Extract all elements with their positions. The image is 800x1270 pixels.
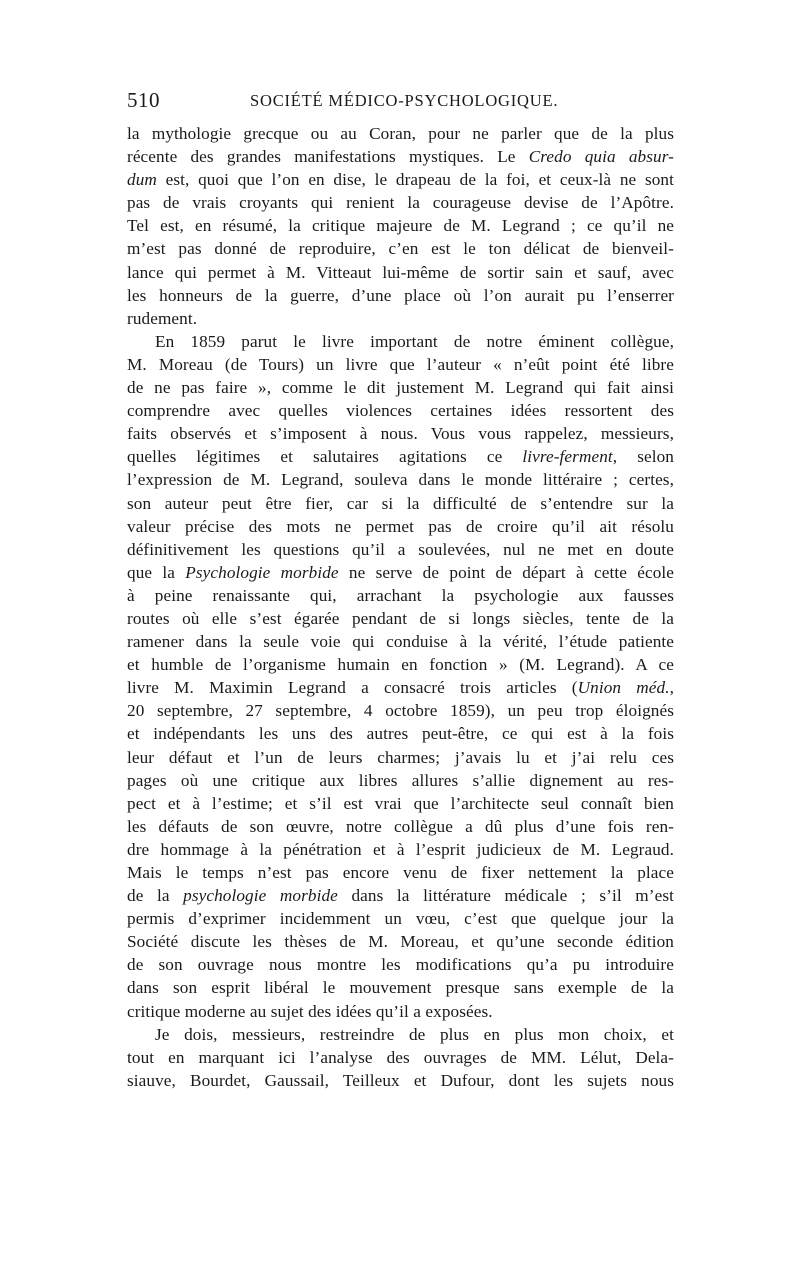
body-text bbox=[127, 122, 674, 1092]
text-line: lance qui permet à M. Vitteaut lui-même de sortir sain et sauf, avec bbox=[127, 262, 674, 282]
text-line: de ne pas faire », comme le dit justement M. Legrand qui fait ainsi bbox=[127, 378, 674, 398]
text-line: m’est pas donné de reproduire, c’en est le ton délicat de bienveil- bbox=[127, 239, 674, 259]
text-line: 20 septembre, 27 septembre, 4 octobre 1859), un peu trop éloignés bbox=[127, 701, 674, 721]
text-line: dre hommage à la pénétration et à l’esprit judicieux de M. Legraud. bbox=[127, 839, 674, 859]
text-line: dans son esprit libéral le mouvement presque sans exemple de la bbox=[127, 978, 674, 998]
text-line: Société discute les thèses de M. Moreau, et qu’une seconde édition bbox=[127, 932, 674, 952]
text-line: routes où elle s’est égarée pendant de si longs siècles, tente de la bbox=[127, 608, 674, 628]
text-line: l’expression de M. Legrand, souleva dans le monde littéraire ; certes, bbox=[127, 470, 674, 490]
text-line: et humble de l’organisme humain en fonction » (M. Legrand). A ce bbox=[127, 655, 674, 675]
text-line: siauve, Bourdet, Gaussail, Teilleux et Dufour, dont les sujets nous bbox=[127, 1070, 674, 1090]
text-line: de la psychologie morbide dans la littérature médicale ; s’il m’est bbox=[127, 886, 674, 906]
text-line: pas de vrais croyants qui renient la courageuse devise de l’Apôtre. bbox=[127, 193, 674, 213]
text-line: son auteur peut être fier, car si la difficulté de s’entendre sur la bbox=[127, 493, 674, 513]
text-line: valeur précise des mots ne permet pas de croire qu’il ait résolu bbox=[127, 516, 674, 536]
text-line: rudement. bbox=[127, 308, 198, 328]
text-line: permis d’exprimer incidemment un vœu, c’est que quelque jour la bbox=[127, 909, 674, 929]
text-line: Tel est, en résumé, la critique majeure de M. Legrand ; ce qu’il ne bbox=[127, 216, 674, 236]
text-line: En 1859 parut le livre important de notre éminent collègue, bbox=[155, 331, 674, 351]
text-line: Je dois, messieurs, restreindre de plus en plus mon choix, et bbox=[155, 1024, 674, 1044]
text-line: dum est, quoi que l’on en dise, le drapeau de la foi, et ceux-là ne sont bbox=[127, 170, 674, 190]
running-title: SOCIÉTÉ MÉDICO-PSYCHOLOGIQUE. bbox=[250, 91, 559, 110]
text-line: les défauts de son œuvre, notre collègue a dû plus d’une fois ren- bbox=[127, 816, 674, 836]
text-line: pages où une critique aux libres allures s’allie dignement au res- bbox=[127, 770, 674, 790]
text-line: critique moderne au sujet des idées qu’il a exposées. bbox=[127, 1001, 493, 1021]
text-line: faits observés et s’imposent à nous. Vous vous rappelez, messieurs, bbox=[127, 424, 674, 444]
text-line: la mythologie grecque ou au Coran, pour ne parler que de la plus bbox=[127, 124, 674, 143]
text-line: livre M. Maximin Legrand a consacré trois articles (Union méd., bbox=[127, 678, 675, 698]
text-line: récente des grandes manifestations mystiques. Le Credo quia absur- bbox=[127, 147, 674, 167]
running-head bbox=[127, 88, 674, 118]
text-line: comprendre avec quelles violences certaines idées ressortent des bbox=[127, 401, 674, 421]
text-line: à peine renaissante qui, arrachant la psychologie aux fausses bbox=[127, 585, 674, 605]
text-line: définitivement les questions qu’il a soulevées, nul ne met en doute bbox=[127, 539, 674, 559]
text-line: quelles légitimes et salutaires agitations ce livre-ferment, selon bbox=[127, 447, 674, 467]
text-line: ramener dans la seule voie qui conduise à la vérité, l’étude patiente bbox=[127, 632, 674, 652]
text-line: leur défaut et l’un de leurs charmes; j’avais lu et j’ai relu ces bbox=[127, 747, 674, 767]
text-line: que la Psychologie morbide ne serve de point de départ à cette école bbox=[127, 562, 674, 582]
text-line: tout en marquant ici l’analyse des ouvrages de MM. Lélut, Dela- bbox=[127, 1047, 674, 1067]
text-line: de son ouvrage nous montre les modifications qu’a pu introduire bbox=[127, 955, 674, 975]
text-line: M. Moreau (de Tours) un livre que l’auteur « n’eût point été libre bbox=[127, 354, 674, 374]
text-line: et indépendants les uns des autres peut-être, ce qui est à la fois bbox=[127, 724, 674, 744]
text-line: Mais le temps n’est pas encore venu de fixer nettement la place bbox=[127, 863, 674, 882]
text-line: pect et à l’estime; et s’il est vrai que l’architecte seul connaît bien bbox=[127, 793, 674, 813]
text-line: les honneurs de la guerre, d’une place où l’on aurait pu l’enserrer bbox=[127, 285, 674, 305]
page-number: 510 bbox=[127, 88, 160, 112]
